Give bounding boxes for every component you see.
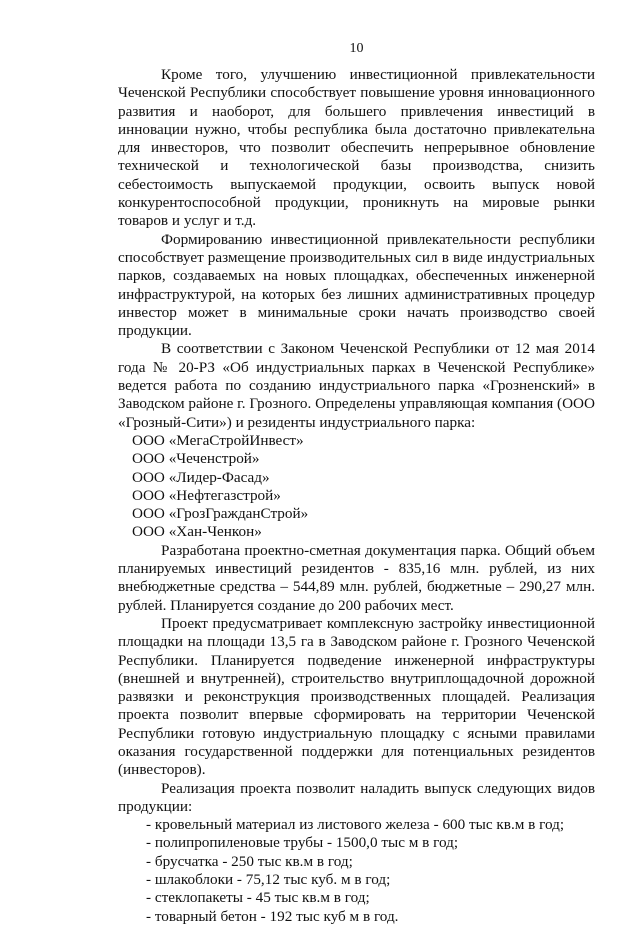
resident-item: ООО «МегаСтройИнвест» [132,431,304,449]
product-item: - полипропиленовые трубы - 1500,0 тыс м в год; [146,834,459,852]
resident-item: ООО «Лидер-Фасад» [132,468,270,486]
residents-list [118,432,595,542]
product-item: - кровельный материал из листового железа - 600 тыс кв.м в год; [146,816,565,834]
paragraph-products-intro: Реализация проекта позволит наладить выпуск следующих видов продукции: [118,779,595,815]
product-item: - стеклопакеты - 45 тыс кв.м в год; [146,889,370,907]
paragraph-law-grozny-park: В соответствии с Законом Чеченской Республики от 12 мая 2014 года № 20-РЗ «Об индустриальных парках в Чеченской Республике» ведется работа по созданию индустриального парка «Грозненский» в Заводском районе г. Грозного. Определены управляющая компания (ООО «Грозный-Сити») и резиденты индустриального парка: [118,340,595,431]
resident-item: ООО «ГрозГражданСтрой» [132,505,309,523]
paragraph-documentation: Разработана проектно-сметная документация парка. Общий объем планируемых инвестиций резидентов - 835,16 млн. рублей, из них внебюджетные средства – 544,89 млн. рублей, бюджетные – 290,27 млн. рублей. Планируется создание до 200 рабочих мест. [118,541,595,614]
product-item: - брусчатка - 250 тыс кв.м в год; [146,852,353,870]
page-number: 10 [349,41,364,56]
resident-item: ООО «Нефтегазстрой» [132,486,281,504]
products-list [118,816,595,926]
paragraph-innovation: Кроме того, улучшению инвестиционной привлекательности Чеченской Республики способствует повышение уровня инновационного развития и наоборот, для большего привлечения инвестиций в инновации нужно, чтобы республика была достаточно привлекательна для инвесторов, что позволит обеспечить непрерывное обновление технической и технологической базы производства, снизить себестоимость выпускаемой продукции, освоить выпуск новой конкурентоспособной продукции, проникнуть на мировые рынки товаров и услуг и т.д. [118,66,595,230]
resident-item: ООО «Чеченстрой» [132,450,260,468]
paragraph-project: Проект предусматривает комплексную застройку инвестиционной площадки на площади 13,5 га в Заводском районе г. Грозного Чеченской Республики. Планируется подведение инженерной инфраструктуры (внешней и внутренней), строительство внутриплощадочной дорожной развязки и реконструкция производственных площадей. Реализация проекта позволит впервые сформировать на территории Чеченской Республики готовую индустриальную площадку с ясными правилами оказания государственной поддержки для потенциальных резидентов (инвесторов). [118,614,595,779]
paragraph-industrial-parks: Формированию инвестиционной привлекательности республики способствует размещение производительных сил в виде индустриальных парков, создаваемых на новых площадках, обеспеченных инженерной инфраструктурой, на которых без лишних административных процедур инвестор может в минимальные сроки начать производство своей продукции. [118,230,595,340]
product-item: - шлакоблоки - 75,12 тыс куб. м в год; [146,871,391,889]
resident-item: ООО «Хан-Ченкон» [132,523,262,541]
product-item: - товарный бетон - 192 тыс куб м в год. [146,907,399,925]
